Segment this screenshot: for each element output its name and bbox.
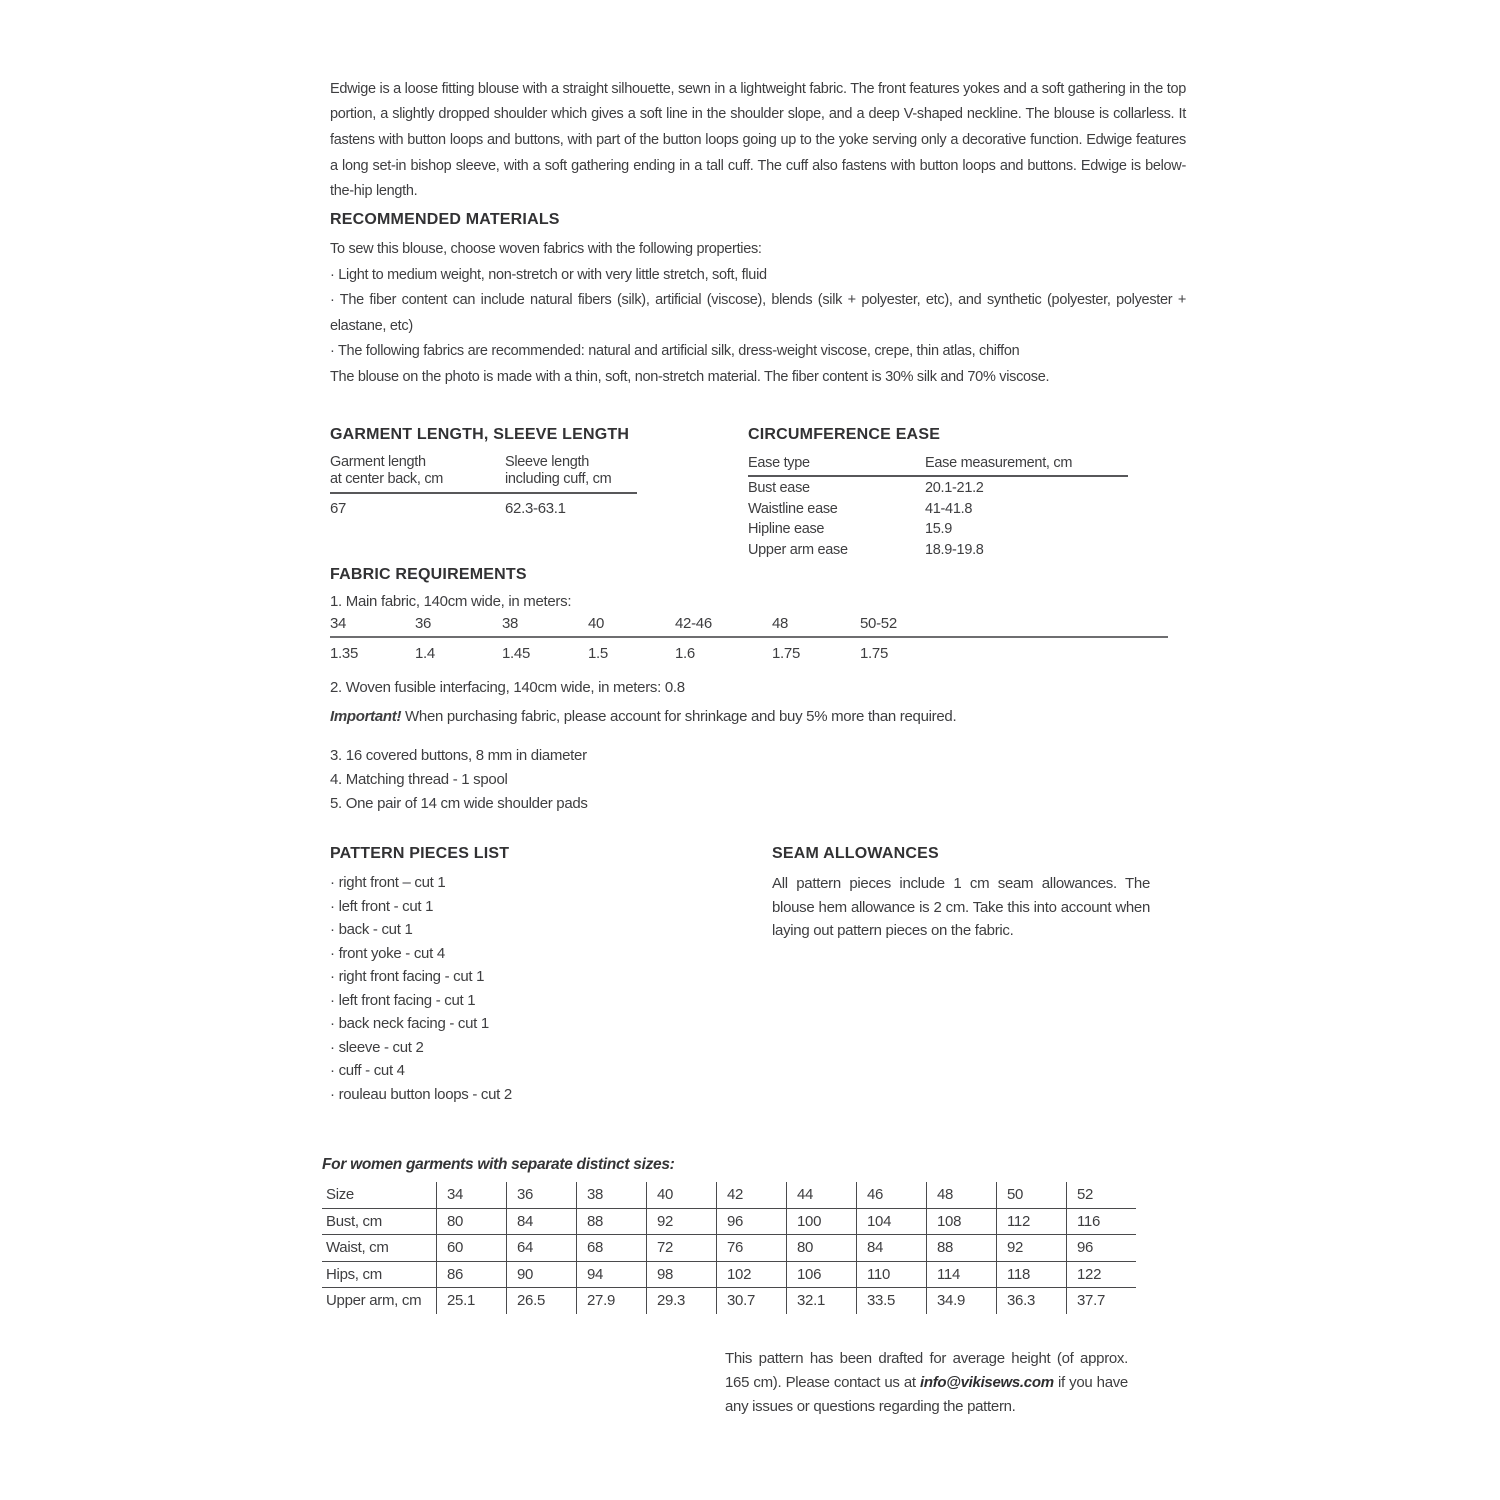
table-row <box>748 455 1128 476</box>
data-cell: 15.9 <box>925 521 953 537</box>
data-cell: 80 <box>787 1235 857 1262</box>
data-cell: 18.9-19.8 <box>925 541 984 558</box>
fabric-requirements-section <box>330 565 1186 813</box>
header-cell: 44 <box>787 1182 857 1208</box>
data-cell: 84 <box>507 1208 577 1235</box>
data-cell: 86 <box>437 1261 507 1288</box>
size-cell: 36 <box>415 615 432 632</box>
header-cell: 42 <box>717 1182 787 1208</box>
section-title: GARMENT LENGTH, SLEEVE LENGTH <box>330 426 630 443</box>
data-cell: Upper arm, cm <box>322 1288 437 1314</box>
data-cell: Upper arm ease <box>748 541 848 558</box>
circumference-ease-section <box>748 425 1128 559</box>
data-cell: 20.1-21.2 <box>925 480 984 496</box>
data-cell: 112 <box>997 1208 1067 1235</box>
value-cell: 1.45 <box>502 645 530 662</box>
materials-note: The blouse on the photo is made with a thin, soft, non-stretch material. The fiber content is 30% silk and 70% viscose. <box>330 368 1050 385</box>
data-cell: 94 <box>577 1261 647 1288</box>
fabric-item: 5. One pair of 14 cm wide shoulder pads <box>330 795 588 812</box>
column-header <box>505 454 637 487</box>
header-cell: Ease type <box>748 455 925 476</box>
data-cell: 102 <box>717 1261 787 1288</box>
size-cell: 38 <box>502 615 519 632</box>
ease-table <box>748 455 1128 559</box>
data-cell: 98 <box>647 1261 717 1288</box>
header-cell: 38 <box>577 1182 647 1208</box>
column-header-line: including cuff, cm <box>505 470 612 487</box>
data-cell: 34.9 <box>927 1288 997 1314</box>
size-table-caption: For women garments with separate distinct sizes: <box>322 1156 675 1173</box>
data-cell: 25.1 <box>437 1288 507 1314</box>
section-title: FABRIC REQUIREMENTS <box>330 566 527 583</box>
header-cell: 40 <box>647 1182 717 1208</box>
list-item: · rouleau button loops - cut 2 <box>330 1085 512 1103</box>
size-cell: 50-52 <box>860 615 897 632</box>
seam-allowances-text: All pattern pieces include 1 cm seam allowances. The blouse hem allowance is 2 cm. Take this into account when laying out pattern pieces on the fabric. <box>772 875 1150 939</box>
data-cell: 108 <box>927 1208 997 1235</box>
table-row <box>748 476 1128 498</box>
header-cell: Ease measurement, cm <box>925 455 1128 476</box>
size-cell: 42-46 <box>675 615 712 632</box>
data-cell: 36.3 <box>997 1288 1067 1314</box>
header-cell: 36 <box>507 1182 577 1208</box>
table-value-row <box>330 500 637 517</box>
size-cell: 34 <box>330 615 347 632</box>
important-note <box>330 708 1186 726</box>
table-row <box>748 539 1128 560</box>
value-cell: 1.75 <box>860 645 888 662</box>
header-cell: 46 <box>857 1182 927 1208</box>
data-cell: Hipline ease <box>748 521 825 537</box>
list-item: · cuff - cut 4 <box>330 1062 405 1079</box>
data-cell: 110 <box>857 1261 927 1288</box>
data-cell: 30.7 <box>717 1288 787 1314</box>
data-cell: 60 <box>437 1235 507 1262</box>
data-cell: 106 <box>787 1261 857 1288</box>
value-cell: 67 <box>330 500 347 517</box>
data-cell: 27.9 <box>577 1288 647 1314</box>
column-header-line: Sleeve length <box>505 454 589 470</box>
footer-text: This pattern has been drafted for average height (of approx. 165 cm). Please contact us at <box>725 1350 1128 1391</box>
value-cell: 1.4 <box>415 645 435 662</box>
data-cell: 96 <box>1067 1235 1137 1262</box>
fabric-item: 3. 16 covered buttons, 8 mm in diameter <box>330 747 587 764</box>
data-cell: 37.7 <box>1067 1288 1137 1314</box>
list-item: · left front - cut 1 <box>330 897 434 915</box>
size-measurements-table <box>322 1182 1136 1314</box>
size-cell: 48 <box>772 615 789 632</box>
data-cell: Waist, cm <box>322 1235 437 1262</box>
column-header-line: Garment length <box>330 454 426 470</box>
data-cell: 90 <box>507 1261 577 1288</box>
section-title: SEAM ALLOWANCES <box>772 845 939 862</box>
pattern-pieces-section <box>330 844 750 1106</box>
data-cell: 88 <box>927 1235 997 1262</box>
header-cell: 34 <box>437 1182 507 1208</box>
table-row <box>322 1288 1136 1314</box>
data-cell: 41-41.8 <box>925 500 973 517</box>
column-header-line: at center back, cm <box>330 470 444 487</box>
data-cell: 64 <box>507 1235 577 1262</box>
data-cell: 72 <box>647 1235 717 1262</box>
data-cell: 116 <box>1067 1208 1137 1235</box>
value-cell: 62.3-63.1 <box>505 500 566 517</box>
table-row <box>322 1235 1136 1262</box>
data-cell: 92 <box>647 1208 717 1235</box>
header-cell: 48 <box>927 1182 997 1208</box>
data-cell: Waistline ease <box>748 500 838 517</box>
footer-text: if you have any issues or questions regarding the pattern. <box>725 1374 1128 1415</box>
list-item: · left front facing - cut 1 <box>330 991 476 1009</box>
table-row <box>748 518 1128 539</box>
section-title: RECOMMENDED MATERIALS <box>330 211 560 228</box>
fabric-size-row <box>330 615 1168 638</box>
table-header-row <box>330 454 637 494</box>
recommended-materials-section <box>330 210 1186 390</box>
table-row <box>322 1261 1136 1288</box>
data-cell: Bust ease <box>748 480 810 496</box>
data-cell: 122 <box>1067 1261 1137 1288</box>
important-text: When purchasing fabric, please account for shrinkage and buy 5% more than required. <box>401 708 957 725</box>
data-cell: 100 <box>787 1208 857 1235</box>
list-item: · The fiber content can include natural fibers (silk), artificial (viscose), blends (silk + polyester, etc), and synthetic (polyester, polyester + elastane, etc) <box>330 292 1186 334</box>
header-cell: 50 <box>997 1182 1067 1208</box>
materials-lead: To sew this blouse, choose woven fabrics with the following properties: <box>330 241 762 257</box>
materials-bullet-list <box>330 263 1186 365</box>
list-item: · The following fabrics are recommended: natural and artificial silk, dress-weight viscose, crepe, thin atlas, chiffon <box>330 343 1020 359</box>
list-item: · back neck facing - cut 1 <box>330 1015 489 1032</box>
data-cell: 29.3 <box>647 1288 717 1314</box>
column-header <box>330 454 505 487</box>
data-cell: 96 <box>717 1208 787 1235</box>
value-cell: 1.5 <box>588 645 608 662</box>
list-item: · back - cut 1 <box>330 921 413 938</box>
list-item: · front yoke - cut 4 <box>330 944 445 962</box>
list-item: · sleeve - cut 2 <box>330 1038 424 1056</box>
value-cell: 1.75 <box>772 645 800 662</box>
table-row <box>748 498 1128 519</box>
data-cell: 84 <box>857 1235 927 1262</box>
header-cell: 52 <box>1067 1182 1137 1208</box>
seam-allowances-section <box>772 844 1150 943</box>
section-title: PATTERN PIECES LIST <box>330 845 510 862</box>
data-cell: 76 <box>717 1235 787 1262</box>
footer-note <box>725 1347 1128 1419</box>
intro-paragraph: Edwige is a loose fitting blouse with a straight silhouette, sewn in a lightweight fabric. The front features yokes and a soft gathering in the top portion, a slightly dropped shoulder which gives a soft line in the shoulder slope, and a deep V-shaped neckline. The blouse is collarless. It fastens with button loops and buttons, with part of the button loops going up to the yoke serving only a decorative function. Edwige features a long set-in bishop sleeve, with a soft gathering ending in a tall cuff. The cuff also fastens with button loops and buttons. Edwige is below-the-hip length. <box>330 80 1186 200</box>
table-row <box>322 1182 1136 1208</box>
data-cell: Hips, cm <box>322 1261 437 1288</box>
data-cell: 114 <box>927 1261 997 1288</box>
important-label: Important! <box>330 708 402 725</box>
pattern-pieces-list <box>330 871 750 1106</box>
data-cell: 33.5 <box>857 1288 927 1314</box>
data-cell: 26.5 <box>507 1288 577 1314</box>
data-cell: 32.1 <box>787 1288 857 1314</box>
fabric-item: 1. Main fabric, 140cm wide, in meters: <box>330 593 572 610</box>
data-cell: Bust, cm <box>322 1208 437 1235</box>
data-cell: 68 <box>577 1235 647 1262</box>
contact-email: info@vikisews.com <box>920 1374 1054 1391</box>
data-cell: 80 <box>437 1208 507 1235</box>
header-cell: Size <box>322 1182 437 1208</box>
fabric-item: 4. Matching thread - 1 spool <box>330 771 508 788</box>
table-row <box>322 1208 1136 1235</box>
value-cell: 1.6 <box>675 645 695 662</box>
garment-length-section <box>330 425 637 517</box>
data-cell: 92 <box>997 1235 1067 1262</box>
section-title: CIRCUMFERENCE EASE <box>748 426 941 443</box>
data-cell: 118 <box>997 1261 1067 1288</box>
list-item: · Light to medium weight, non-stretch or with very little stretch, soft, fluid <box>330 266 767 283</box>
value-cell: 1.35 <box>330 645 358 662</box>
list-item: · right front – cut 1 <box>330 874 446 891</box>
data-cell: 104 <box>857 1208 927 1235</box>
size-cell: 40 <box>588 615 605 632</box>
data-cell: 88 <box>577 1208 647 1235</box>
fabric-item: 2. Woven fusible interfacing, 140cm wide, in meters: 0.8 <box>330 679 685 696</box>
list-item: · right front facing - cut 1 <box>330 968 485 985</box>
fabric-value-row <box>330 645 1168 663</box>
